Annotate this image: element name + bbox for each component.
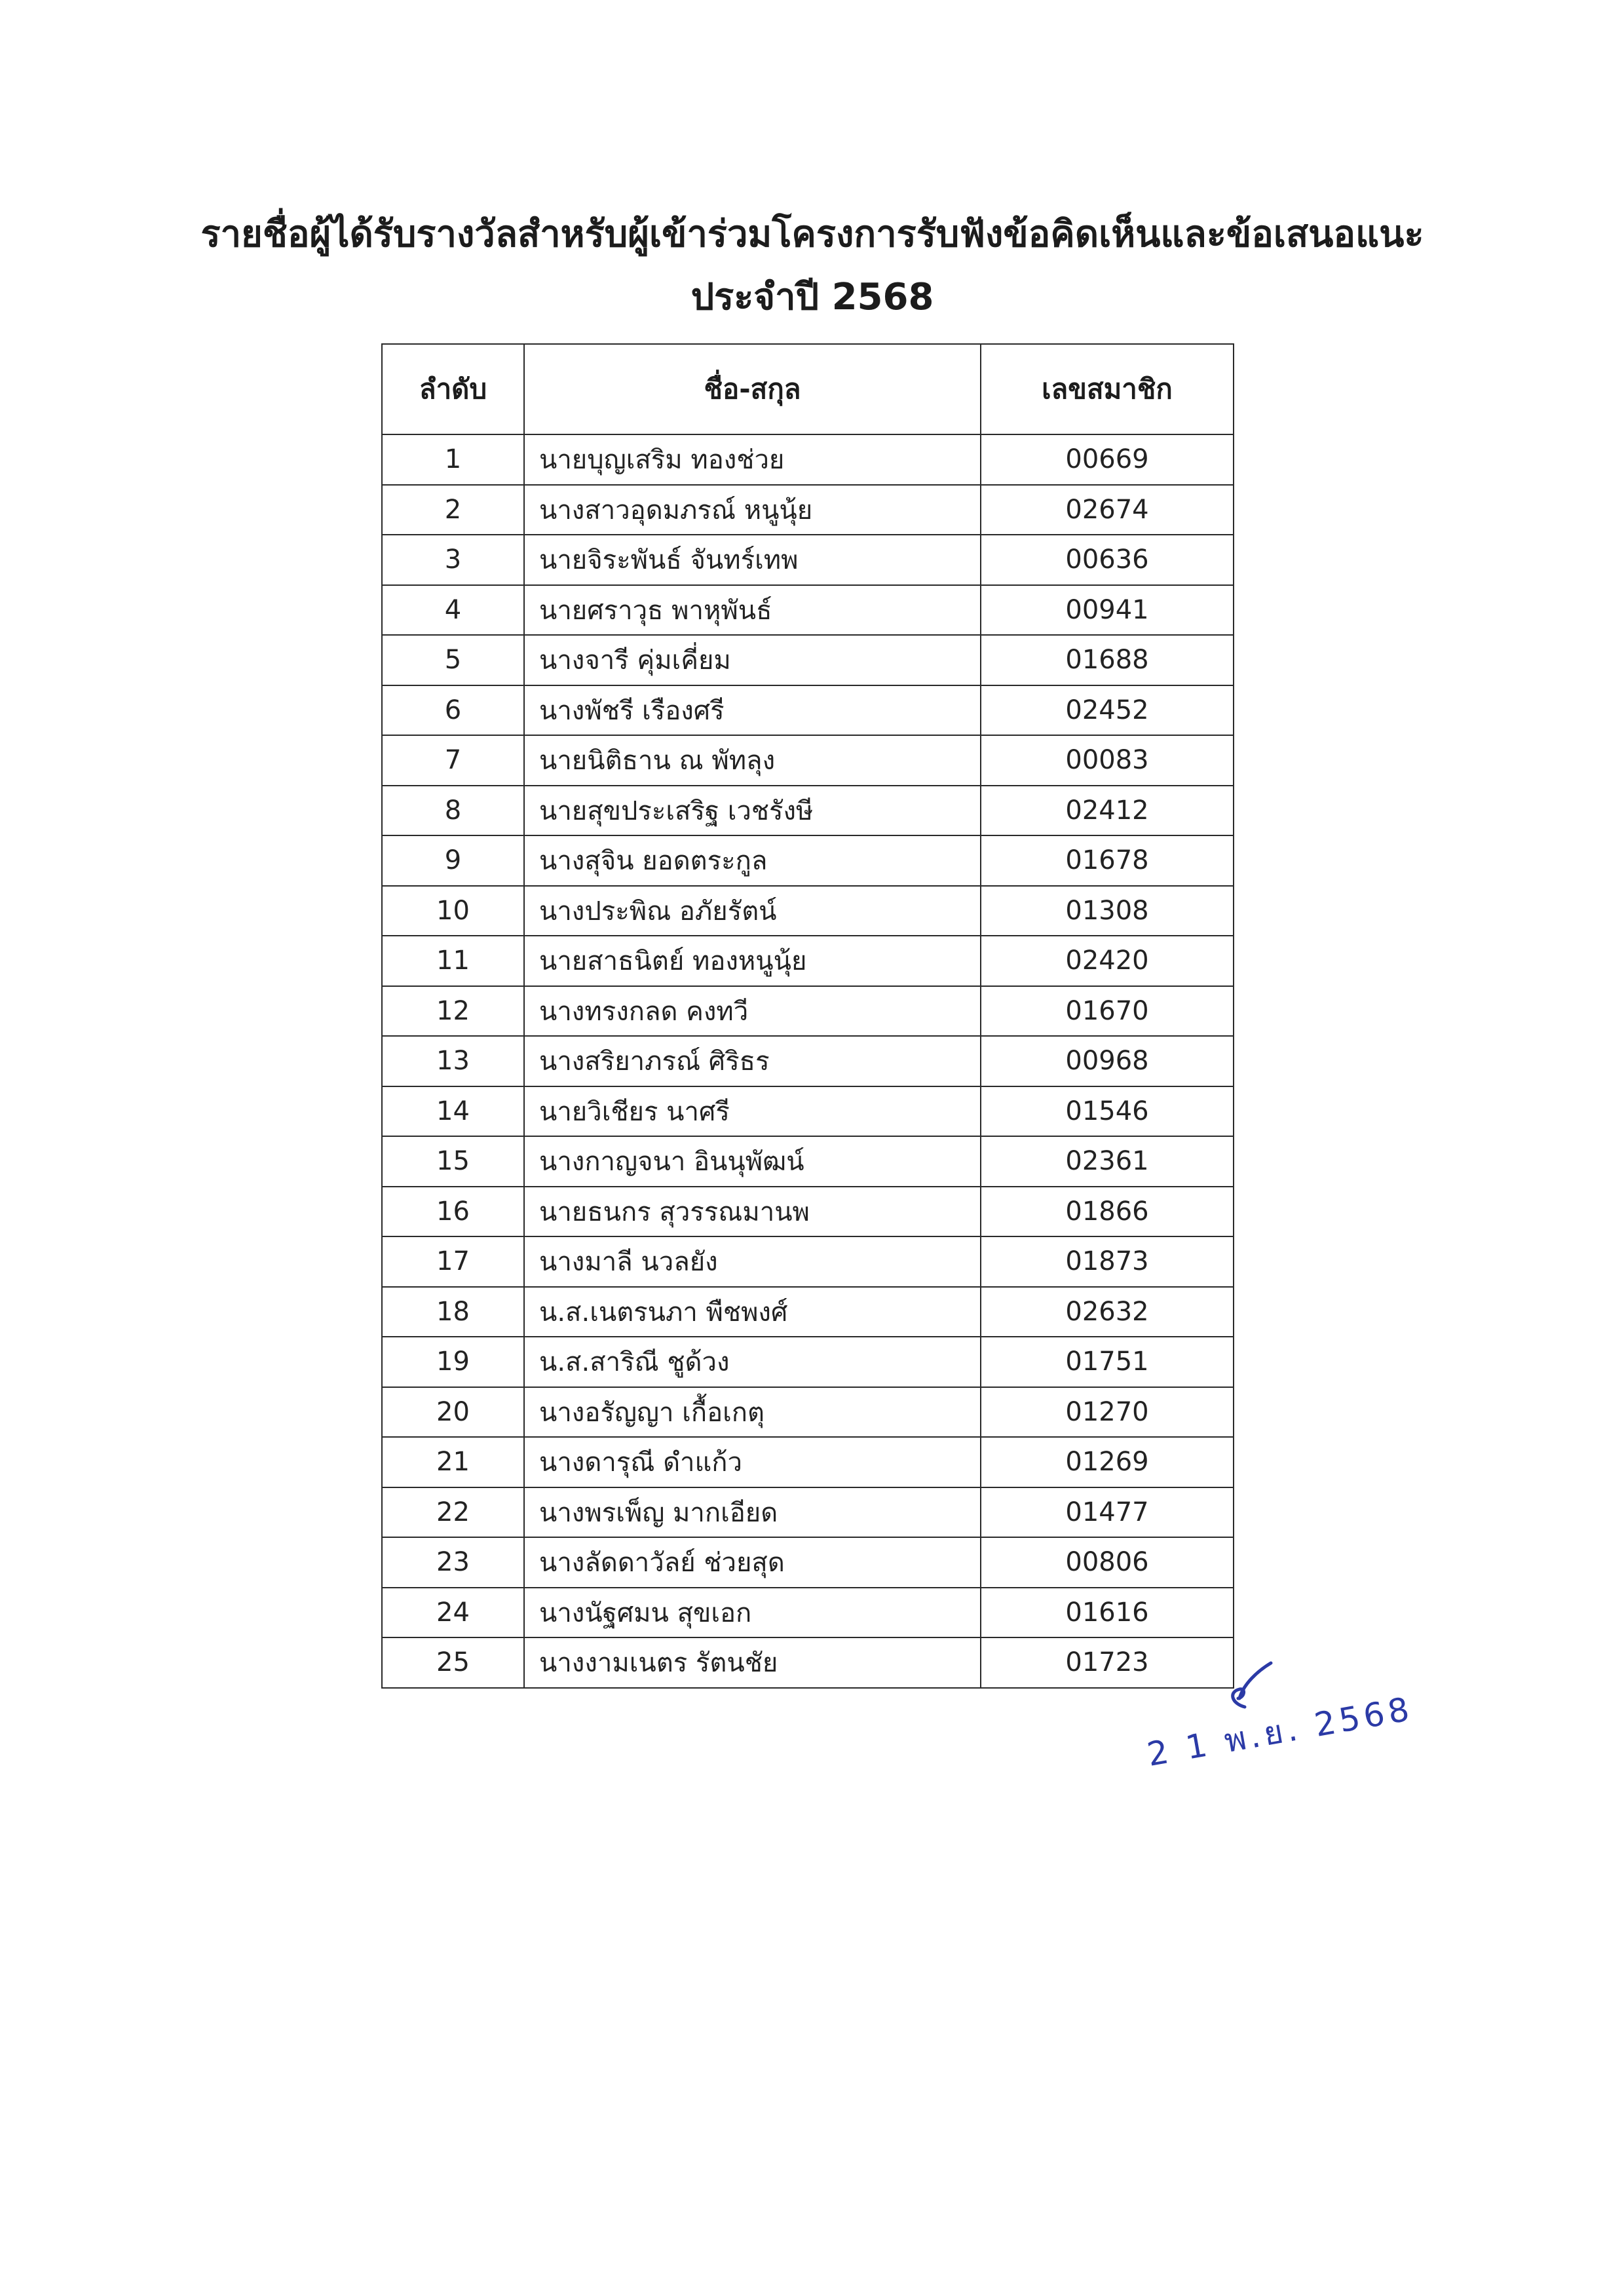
- cell-no: 2: [382, 485, 524, 535]
- cell-name: นายบุญเสริม ทองช่วย: [524, 434, 981, 485]
- cell-name: นางมาลี นวลยัง: [524, 1236, 981, 1287]
- document-title: รายชื่อผู้ได้รับรางวัลสำหรับผู้เข้าร่วมโครงการรับฟังข้อคิดเห็นและข้อเสนอแนะ: [200, 213, 1424, 256]
- table-row: [382, 936, 1234, 986]
- cell-member: 01270: [981, 1387, 1234, 1438]
- table-header-row: [382, 344, 1234, 434]
- cell-name: นายวิเชียร นาศรี: [524, 1086, 981, 1137]
- document-subtitle: ประจำปี 2568: [690, 276, 934, 318]
- cell-name: นางนัฐศมน สุขเอก: [524, 1588, 981, 1638]
- cell-name: นางพรเพ็ญ มากเอียด: [524, 1487, 981, 1538]
- cell-member: 01688: [981, 635, 1234, 685]
- table-row: [382, 1136, 1234, 1187]
- table-row: [382, 685, 1234, 736]
- cell-no: 17: [382, 1236, 524, 1287]
- cell-name: นางประพิณ อภัยรัตน์: [524, 886, 981, 936]
- date-annotation: 2 1 พ.ย. 2568: [1144, 1689, 1416, 1774]
- cell-no: 11: [382, 936, 524, 986]
- cell-name: นางดารุณี ดำแก้ว: [524, 1437, 981, 1487]
- table-row: [382, 735, 1234, 786]
- table-row: [382, 1537, 1234, 1588]
- cell-member: 02452: [981, 685, 1234, 736]
- cell-member: 01751: [981, 1337, 1234, 1387]
- table-row: [382, 1187, 1234, 1237]
- cell-member: 02361: [981, 1136, 1234, 1187]
- cell-no: 1: [382, 434, 524, 485]
- cell-member: 00806: [981, 1537, 1234, 1588]
- cell-member: 00968: [981, 1036, 1234, 1086]
- cell-member: 00669: [981, 434, 1234, 485]
- table-row: [382, 1086, 1234, 1137]
- table-row: [382, 1287, 1234, 1337]
- cell-no: 8: [382, 786, 524, 836]
- table-row: [382, 835, 1234, 886]
- cell-member: 01546: [981, 1086, 1234, 1137]
- cell-name: นางลัดดาวัลย์ ช่วยสุด: [524, 1537, 981, 1588]
- cell-name: นางสริยาภรณ์ ศิริธร: [524, 1036, 981, 1086]
- cell-member: 02420: [981, 936, 1234, 986]
- cell-name: นางงามเนตร รัตนชัย: [524, 1637, 981, 1688]
- table-row: [382, 535, 1234, 585]
- cell-member: 01477: [981, 1487, 1234, 1538]
- cell-name: นางสาวอุดมภรณ์ หนูนุ้ย: [524, 485, 981, 535]
- cell-no: 19: [382, 1337, 524, 1387]
- cell-no: 14: [382, 1086, 524, 1137]
- cell-member: 01670: [981, 986, 1234, 1037]
- cell-member: 00083: [981, 735, 1234, 786]
- table-row: [382, 434, 1234, 485]
- cell-no: 15: [382, 1136, 524, 1187]
- cell-no: 25: [382, 1637, 524, 1688]
- cell-no: 18: [382, 1287, 524, 1337]
- table-row: [382, 1036, 1234, 1086]
- cell-member: 01873: [981, 1236, 1234, 1287]
- cell-name: นายจิระพันธ์ จันทร์เทพ: [524, 535, 981, 585]
- cell-name: นายสุขประเสริฐ เวชรังษี: [524, 786, 981, 836]
- cell-no: 10: [382, 886, 524, 936]
- table-row: [382, 786, 1234, 836]
- cell-member: 02674: [981, 485, 1234, 535]
- cell-no: 24: [382, 1588, 524, 1638]
- cell-no: 7: [382, 735, 524, 786]
- cell-no: 4: [382, 585, 524, 636]
- table-row: [382, 585, 1234, 636]
- cell-member: 01678: [981, 835, 1234, 886]
- table-row: [382, 1588, 1234, 1638]
- table-row: [382, 1487, 1234, 1538]
- cell-no: 22: [382, 1487, 524, 1538]
- cell-no: 5: [382, 635, 524, 685]
- cell-name: นายสาธนิตย์ ทองหนูนุ้ย: [524, 936, 981, 986]
- award-table-container: [381, 343, 1233, 1689]
- cell-no: 6: [382, 685, 524, 736]
- cell-member: 02412: [981, 786, 1234, 836]
- cell-no: 3: [382, 535, 524, 585]
- column-header-name: ชื่อ-สกุล: [524, 344, 981, 434]
- cell-name: นางพัชรี เรืองศรี: [524, 685, 981, 736]
- cell-member: 02632: [981, 1287, 1234, 1337]
- cell-name: นายศราวุธ พาหุพันธ์: [524, 585, 981, 636]
- table-row: [382, 1387, 1234, 1438]
- cell-no: 23: [382, 1537, 524, 1588]
- cell-member: 01866: [981, 1187, 1234, 1237]
- cell-no: 12: [382, 986, 524, 1037]
- award-table: [381, 343, 1234, 1689]
- table-row: [382, 635, 1234, 685]
- table-row: [382, 986, 1234, 1037]
- column-header-member: เลขสมาชิก: [981, 344, 1234, 434]
- cell-no: 9: [382, 835, 524, 886]
- cell-name: นายธนกร สุวรรณมานพ: [524, 1187, 981, 1237]
- cell-name: นายนิติธาน ณ พัทลุง: [524, 735, 981, 786]
- cell-name: น.ส.เนตรนภา พืชพงศ์: [524, 1287, 981, 1337]
- cell-name: นางทรงกลด คงทวี: [524, 986, 981, 1037]
- cell-name: นางกาญจนา อินนุพัฒน์: [524, 1136, 981, 1187]
- cell-member: 00636: [981, 535, 1234, 585]
- cell-name: น.ส.สาริณี ชูด้วง: [524, 1337, 981, 1387]
- cell-member: 01616: [981, 1588, 1234, 1638]
- table-body: [382, 434, 1234, 1688]
- cell-no: 21: [382, 1437, 524, 1487]
- cell-name: นางอรัญญา เกื้อเกตุ: [524, 1387, 981, 1438]
- table-row: [382, 485, 1234, 535]
- table-row: [382, 1437, 1234, 1487]
- cell-no: 13: [382, 1036, 524, 1086]
- table-row: [382, 1337, 1234, 1387]
- cell-member: 01723: [981, 1637, 1234, 1688]
- cell-name: นางจารี คุ่มเคี่ยม: [524, 635, 981, 685]
- cell-name: นางสุจิน ยอดตระกูล: [524, 835, 981, 886]
- column-header-no: ลำดับ: [382, 344, 524, 434]
- cell-no: 16: [382, 1187, 524, 1237]
- cell-member: 00941: [981, 585, 1234, 636]
- table-row: [382, 886, 1234, 936]
- table-row: [382, 1236, 1234, 1287]
- cell-no: 20: [382, 1387, 524, 1438]
- cell-member: 01308: [981, 886, 1234, 936]
- table-row: [382, 1637, 1234, 1688]
- cell-member: 01269: [981, 1437, 1234, 1487]
